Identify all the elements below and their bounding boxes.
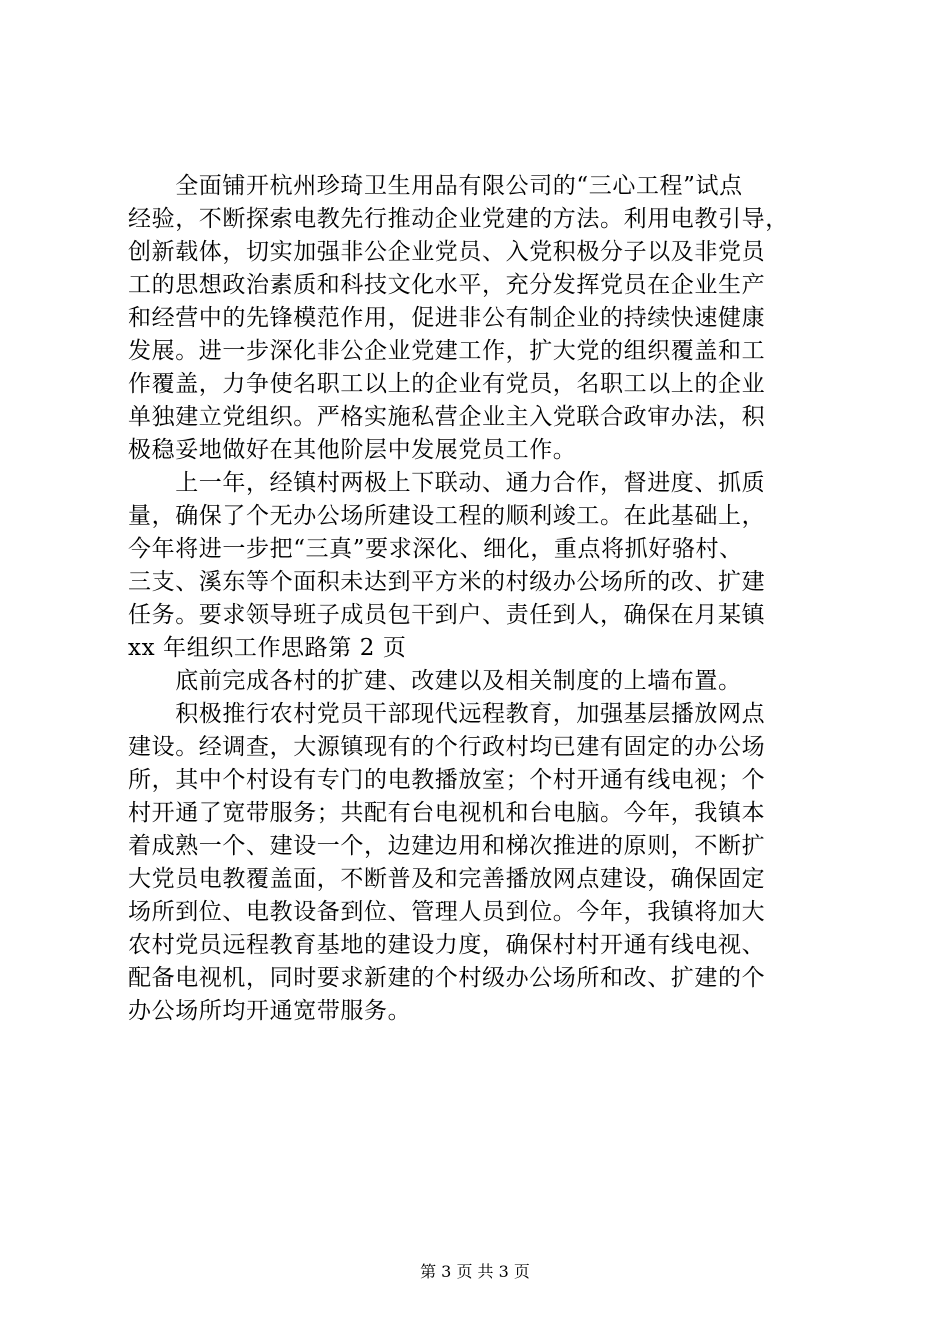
text-line: 农村党员远程教育基地的建设力度，确保村村开通有线电视、 [128,932,766,958]
page-number-footer: 第 3 页 共 3 页 [420,1262,530,1281]
text-line: 办公场所均开通宽带服务。 [128,998,412,1024]
text-line: 创新载体，切实加强非公企业党员、入党积极分子以及非党员 [128,239,766,265]
text-line: 经验，不断探索电教先行推动企业党建的方法。利用电教引导， [128,206,789,232]
text-line: 作覆盖，力争使名职工以上的企业有党员，名职工以上的企业 [128,371,766,397]
text-line: 三支、溪东等个面积未达到平方米的村级办公场所的改、扩建 [128,569,766,595]
document-body [128,170,832,1028]
text-line: xx 年组织工作思路第 2 页 [128,635,407,661]
text-line: 场所到位、电教设备到位、管理人员到位。今年，我镇将加大 [128,899,766,925]
text-line: 上一年，经镇村两极上下联动、通力合作，督进度、抓质 [128,470,766,496]
text-line: 和经营中的先锋模范作用，促进非公有制企业的持续快速健康 [128,305,766,331]
text-line: 积极推行农村党员干部现代远程教育，加强基层播放网点 [128,701,766,727]
text-line: 极稳妥地做好在其他阶层中发展党员工作。 [128,437,577,463]
text-line: 村开通了宽带服务；共配有台电视机和台电脑。今年，我镇本 [128,800,766,826]
text-line: 全面铺开杭州珍琦卫生用品有限公司的“三心工程”试点 [128,173,743,199]
text-line: 底前完成各村的扩建、改建以及相关制度的上墙布置。 [128,668,742,694]
text-line: 量，确保了个无办公场所建设工程的顺利竣工。在此基础上， [128,503,766,529]
text-line: 建设。经调查，大源镇现有的个行政村均已建有固定的办公场 [128,734,766,760]
text-line: 大党员电教覆盖面，不断普及和完善播放网点建设，确保固定 [128,866,766,892]
text-line: 着成熟一个、建设一个，边建边用和梯次推进的原则，不断扩 [128,833,766,859]
text-line: 今年将进一步把“三真”要求深化、细化，重点将抓好骆村、 [128,536,743,562]
text-line: 单独建立党组织。严格实施私营企业主入党联合政审办法，积 [128,404,766,430]
text-line: 所，其中个村设有专门的电教播放室；个村开通有线电视；个 [128,767,766,793]
text-line: 任务。要求领导班子成员包干到户、责任到人，确保在月某镇 [128,602,766,628]
text-line: 发展。进一步深化非公企业党建工作，扩大党的组织覆盖和工 [128,338,766,364]
text-line: 工的思想政治素质和科技文化水平，充分发挥党员在企业生产 [128,272,766,298]
text-line: 配备电视机，同时要求新建的个村级办公场所和改、扩建的个 [128,965,766,991]
